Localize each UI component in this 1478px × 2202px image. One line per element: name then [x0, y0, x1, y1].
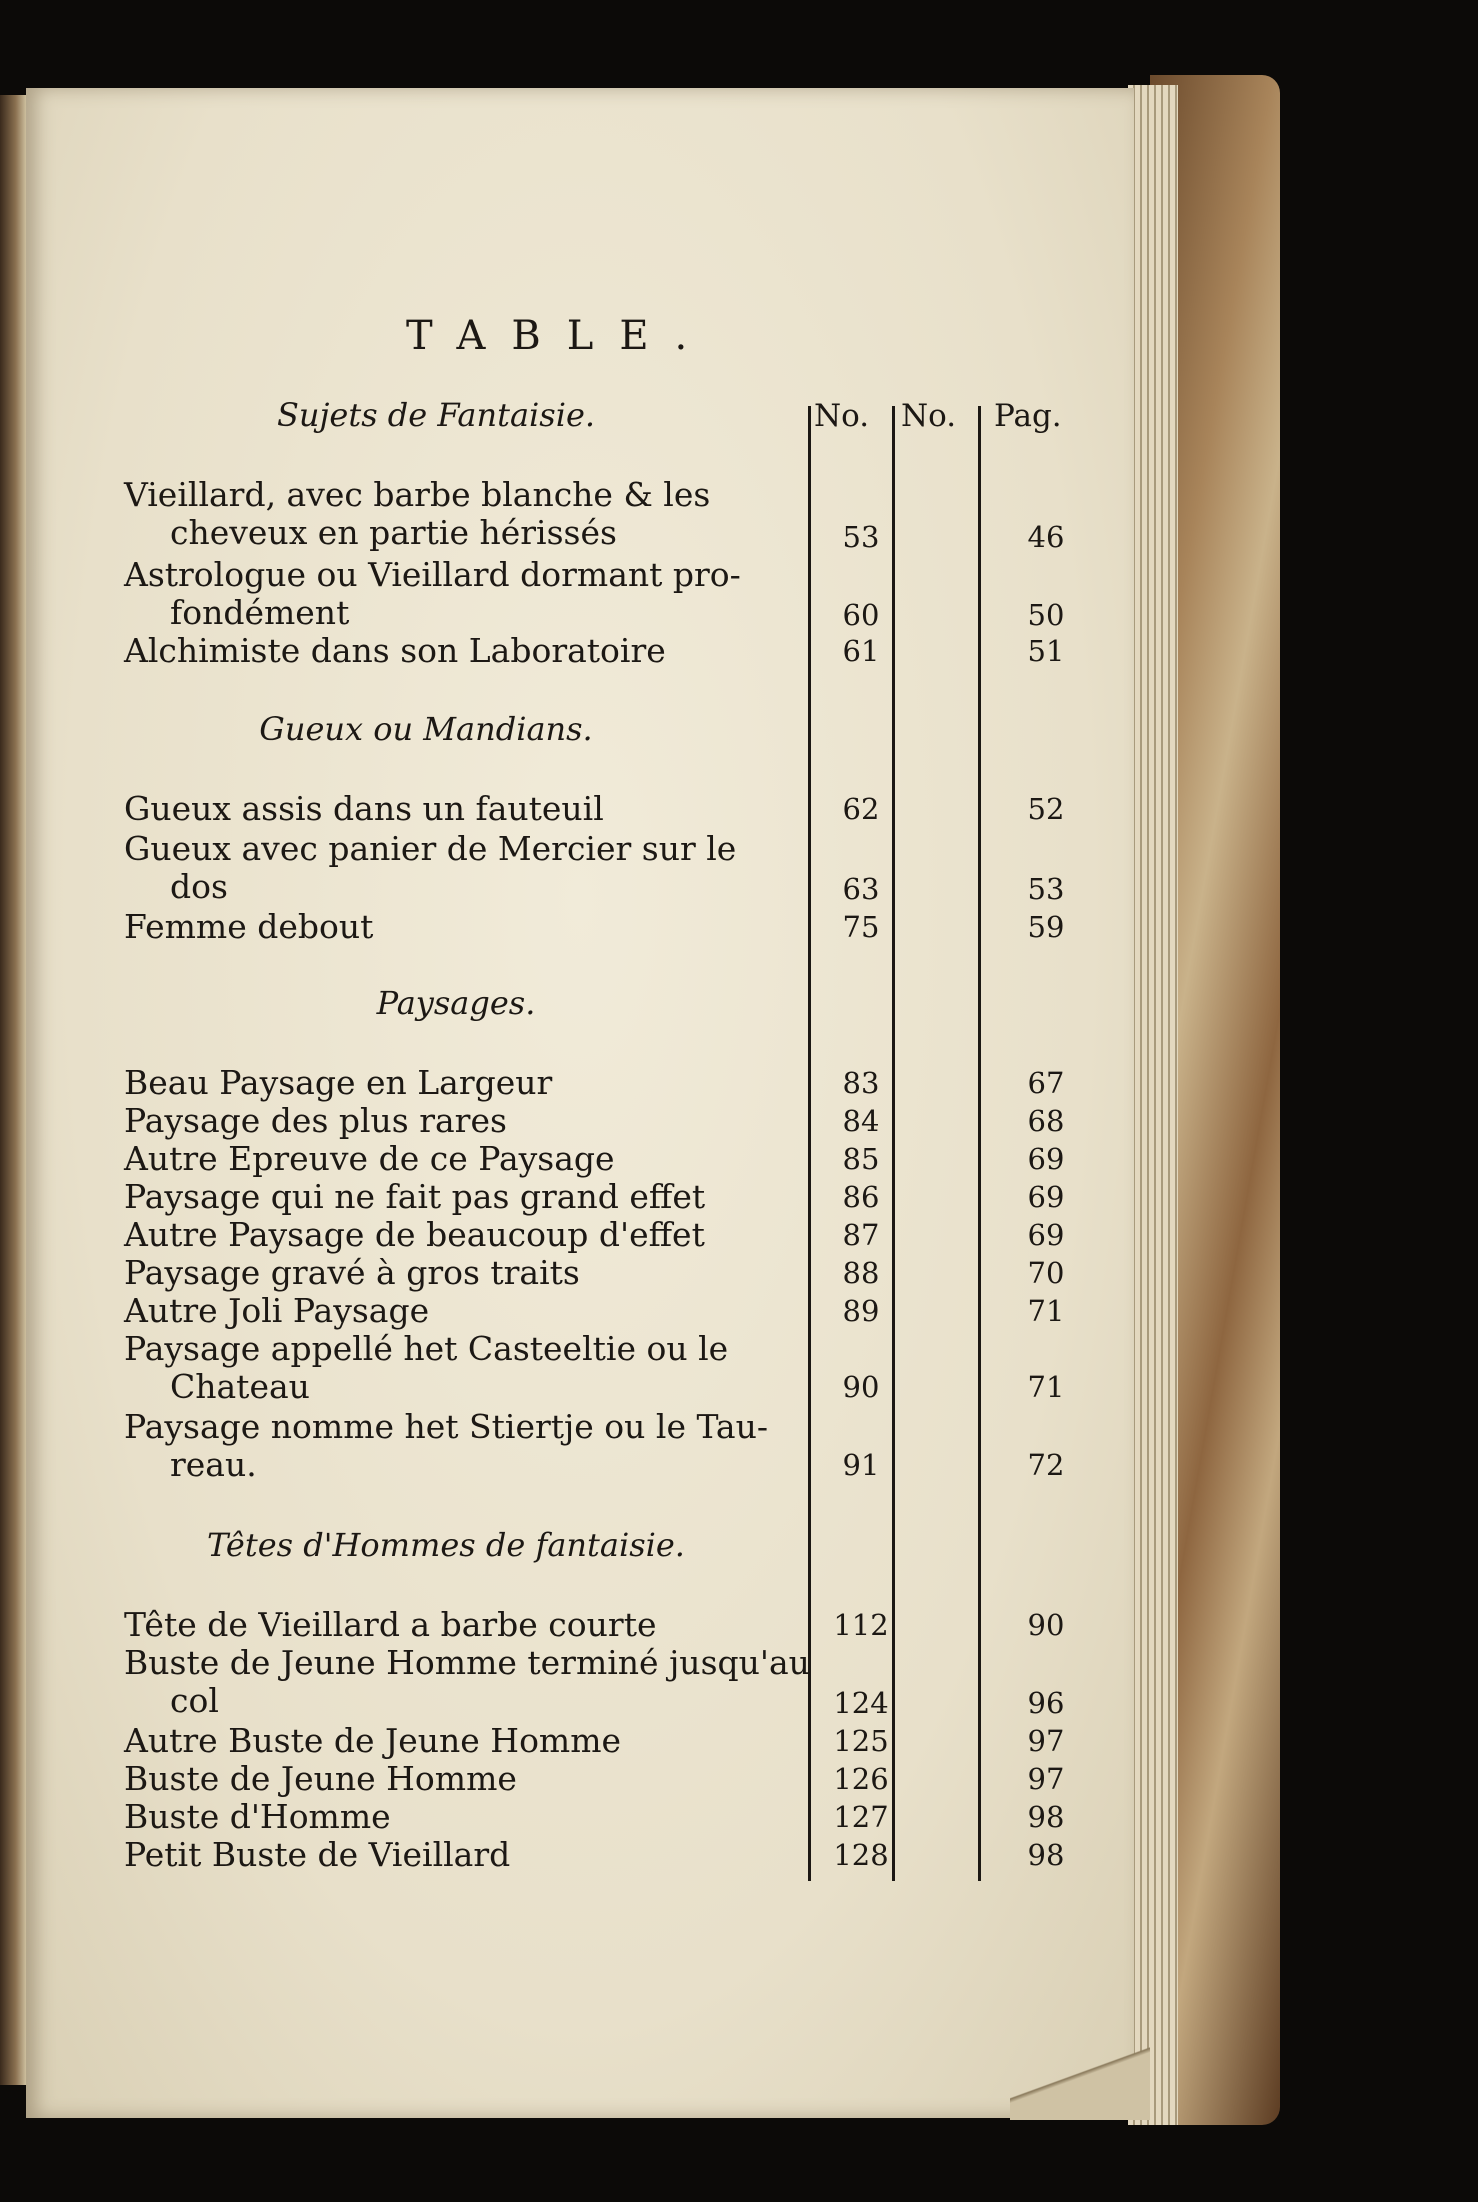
page-edges — [1128, 85, 1178, 2125]
entry-number: 124 — [833, 1686, 889, 1720]
section-heading: Têtes d'Hommes de fantaisie. — [207, 1526, 685, 1564]
entry-number: 83 — [842, 1066, 880, 1100]
column-rule-3 — [978, 406, 981, 1881]
entry-page: 98 — [1027, 1800, 1065, 1834]
entry-line: Alchimiste dans son Laboratoire — [124, 631, 666, 670]
entry-number: 87 — [842, 1218, 880, 1252]
table-entry — [124, 1643, 810, 1720]
entry-number: 128 — [833, 1838, 889, 1872]
entry-line: Autre Epreuve de ce Paysage — [124, 1139, 615, 1178]
table-entry — [124, 1606, 802, 1644]
entry-page: 50 — [1027, 598, 1065, 632]
entry-page: 67 — [1027, 1066, 1065, 1100]
section-heading: Gueux ou Mandians. — [259, 710, 593, 748]
table-entry — [124, 476, 802, 552]
entry-page: 97 — [1027, 1762, 1065, 1796]
entry-line: Autre Joli Paysage — [124, 1291, 430, 1330]
entry-number: 62 — [842, 792, 880, 826]
section-heading: Paysages. — [376, 984, 536, 1022]
table-entry — [124, 790, 802, 828]
entry-line: Petit Buste de Vieillard — [124, 1835, 511, 1874]
entry-line: Buste de Jeune Homme — [124, 1759, 517, 1798]
column-header-no-2: No. — [901, 398, 957, 434]
table-entry — [124, 1064, 802, 1102]
entry-number: 86 — [842, 1180, 880, 1214]
entry-line: Gueux avec panier de Mercier sur le — [124, 829, 737, 868]
table-entry — [124, 1178, 802, 1216]
entry-page: 97 — [1027, 1724, 1065, 1758]
entry-page: 59 — [1027, 910, 1065, 944]
column-header-no-1: No. — [814, 398, 870, 434]
entry-number: 90 — [842, 1370, 880, 1404]
entry-line: Paysage nomme het Stiertje ou le Tau- — [124, 1407, 768, 1446]
entry-number: 84 — [842, 1104, 880, 1138]
book-page — [26, 88, 1134, 2118]
entry-page: 46 — [1027, 520, 1065, 554]
entry-line: Paysage des plus rares — [124, 1101, 507, 1140]
table-entry — [124, 1292, 802, 1330]
entry-page: 98 — [1027, 1838, 1065, 1872]
column-header-page: Pag. — [994, 398, 1062, 434]
entry-page: 69 — [1027, 1142, 1065, 1176]
entry-line: Buste de Jeune Homme terminé jusqu'au — [124, 1643, 810, 1682]
table-entry — [124, 1836, 802, 1874]
entry-line: Gueux assis dans un fauteuil — [124, 789, 604, 828]
table-entry — [124, 1798, 802, 1836]
table-entry — [124, 908, 802, 946]
entry-number: 61 — [842, 634, 880, 668]
page-title: TABLE. — [406, 313, 714, 359]
entry-line: dos — [170, 867, 228, 906]
entry-line: Astrologue ou Vieillard dormant pro- — [124, 555, 741, 594]
entry-line: Beau Paysage en Largeur — [124, 1063, 553, 1102]
table-entry — [124, 1330, 802, 1406]
entry-page: 53 — [1027, 872, 1065, 906]
entry-line: Autre Paysage de beaucoup d'effet — [124, 1215, 705, 1254]
left-book-edge — [0, 95, 26, 2085]
entry-line: col — [170, 1681, 219, 1720]
entry-number: 53 — [842, 520, 880, 554]
entry-line: Chateau — [170, 1367, 310, 1406]
entry-number: 85 — [842, 1142, 880, 1176]
entry-page: 70 — [1027, 1256, 1065, 1290]
entry-page: 69 — [1027, 1218, 1065, 1252]
entry-page: 71 — [1027, 1370, 1065, 1404]
entry-line: Vieillard, avec barbe blanche & les — [124, 475, 711, 514]
table-entry — [124, 1216, 802, 1254]
entry-page: 69 — [1027, 1180, 1065, 1214]
entry-line: Paysage qui ne fait pas grand effet — [124, 1177, 706, 1216]
table-entry — [124, 1408, 802, 1484]
entry-line: Paysage appellé het Casteeltie ou le — [124, 1329, 729, 1368]
entry-page: 71 — [1027, 1294, 1065, 1328]
entry-line: Paysage gravé à gros traits — [124, 1253, 580, 1292]
entry-page: 96 — [1027, 1686, 1065, 1720]
entry-page: 51 — [1027, 634, 1065, 668]
entry-number: 63 — [842, 872, 880, 906]
table-entry — [124, 1722, 802, 1760]
entry-number: 89 — [842, 1294, 880, 1328]
entry-number: 112 — [833, 1608, 889, 1642]
entry-line: Tête de Vieillard a barbe courte — [124, 1605, 657, 1644]
table-entry — [124, 556, 802, 632]
table-entry — [124, 632, 802, 670]
entry-number: 126 — [833, 1762, 889, 1796]
entry-number: 60 — [842, 598, 880, 632]
entry-number: 127 — [833, 1800, 889, 1834]
section-heading: Sujets de Fantaisie. — [276, 396, 596, 434]
entry-number: 91 — [842, 1448, 880, 1482]
entry-page: 68 — [1027, 1104, 1065, 1138]
table-entry — [124, 1140, 802, 1178]
entry-line: fondément — [170, 593, 350, 632]
entry-page: 90 — [1027, 1608, 1065, 1642]
entry-line: reau. — [170, 1445, 257, 1484]
entry-number: 125 — [833, 1724, 889, 1758]
entry-number: 88 — [842, 1256, 880, 1290]
table-entry — [124, 1102, 802, 1140]
table-entry — [124, 1254, 802, 1292]
entry-line: cheveux en partie hérissés — [170, 513, 617, 552]
entry-line: Buste d'Homme — [124, 1797, 391, 1836]
entry-page: 52 — [1027, 792, 1065, 826]
entry-number: 75 — [842, 910, 880, 944]
entry-line: Autre Buste de Jeune Homme — [124, 1721, 622, 1760]
page-corner-fold — [1010, 2030, 1150, 2120]
entry-line: Femme debout — [124, 907, 374, 946]
table-entry — [124, 830, 802, 906]
entry-page: 72 — [1027, 1448, 1065, 1482]
table-entry — [124, 1760, 802, 1798]
